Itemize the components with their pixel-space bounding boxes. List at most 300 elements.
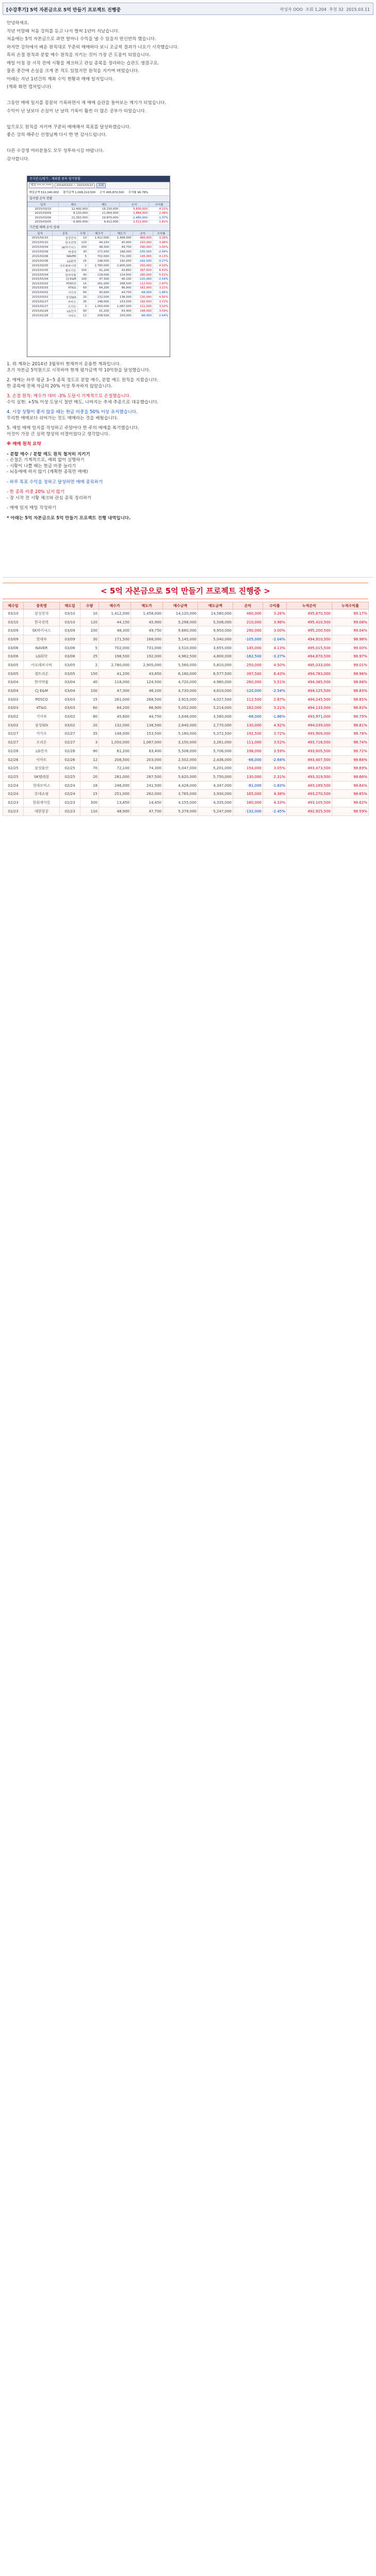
table-cell: 8,120,000 — [58, 211, 89, 216]
table-cell: 2,884,000 — [120, 211, 149, 216]
table-cell: 130,000 — [133, 295, 153, 300]
table-cell: 12 — [77, 314, 88, 318]
table-cell: 493,473,500 — [287, 764, 332, 773]
table-cell: 카카오 — [53, 300, 77, 304]
table-cell: 130,000 — [233, 773, 263, 782]
table-cell: 495,200,500 — [287, 626, 332, 635]
note-line — [7, 501, 368, 505]
table-cell: 14,580,000 — [198, 609, 233, 618]
table-cell: 10 — [77, 236, 88, 241]
intro-line: 처음에는 5억 자본금으로 과연 얼마나 수익을 낼 수 있을지 반신반의 했습니다. — [7, 37, 156, 42]
table-cell: 4,428,000 — [163, 781, 198, 790]
table-cell: 148,000 — [99, 730, 131, 738]
table-cell: 5,040,000 — [198, 635, 233, 644]
post-meta-item: 2015.03.11 — [346, 7, 370, 12]
note-line: - 시황이 나쁠 때는 현금 비중 늘리기 — [7, 463, 76, 469]
table-cell: 98.78% — [332, 730, 369, 738]
table-cell: 98.69% — [332, 764, 369, 773]
table-cell: 2 — [80, 661, 99, 670]
table-cell: 48,300 — [88, 245, 110, 250]
table-cell: 5,372,500 — [198, 730, 233, 738]
table-cell: 148,000 — [88, 300, 110, 304]
table-cell: 171,500 — [88, 250, 110, 255]
table-cell: 5,560,000 — [163, 661, 198, 670]
table-cell: 162,000 — [133, 286, 153, 291]
table-cell: 2015/03/02 — [28, 295, 53, 300]
table-cell: 2015/03/05 — [28, 268, 53, 273]
intro-line: 좋은 강의 해주신 선생님께 다시 한 번 감사드립니다. — [7, 132, 107, 138]
table-cell: 02/24 — [3, 790, 24, 799]
table-cell: 702,000 — [88, 255, 110, 259]
note-line — [7, 476, 368, 480]
table-cell: 20 — [77, 295, 88, 300]
table-cell: 300 — [80, 799, 99, 807]
table-cell: 2,640,000 — [163, 721, 198, 730]
table-cell: 2015/02/27 — [28, 304, 53, 309]
table-cell: 02/23 — [3, 799, 24, 807]
table-cell: 4,347,000 — [198, 781, 233, 790]
table-cell: 6,180,000 — [163, 669, 198, 678]
table-cell: -1,480,000 — [120, 216, 149, 221]
table-cell: -105,000 — [233, 635, 263, 644]
table-cell: 2015/03/02 — [28, 291, 53, 295]
table-cell: 03/03 — [60, 695, 80, 704]
table-cell: 4.21% — [149, 207, 170, 212]
table-cell: 30 — [77, 250, 88, 255]
table-cell: 98.83% — [332, 687, 369, 696]
table-cell: 3.05% — [263, 764, 287, 773]
column-header: 매도일 — [60, 602, 80, 609]
table-cell: 13,850 — [99, 799, 131, 807]
table-row — [28, 291, 170, 295]
table-cell: 84,200 — [88, 286, 110, 291]
table-cell: 495,410,500 — [287, 618, 332, 626]
table-cell: 4.38% — [263, 790, 287, 799]
table-row — [28, 277, 170, 282]
table-cell: 98.96% — [332, 669, 369, 678]
table-cell: 5,247,000 — [198, 807, 233, 816]
table-cell: 43,850 — [131, 669, 163, 678]
table-cell: 124,500 — [131, 678, 163, 687]
table-cell: 5,145,000 — [163, 635, 198, 644]
table-row — [3, 764, 369, 773]
table-cell: SK하이닉스 — [53, 245, 77, 250]
table-cell: 02/25 — [3, 764, 24, 773]
table-cell: 98.68% — [332, 755, 369, 764]
table-cell: -81,000 — [233, 781, 263, 790]
table-cell: 43,850 — [110, 268, 133, 273]
table-cell: 03/10 — [3, 609, 24, 618]
table-cell: 2015/03/10 — [28, 241, 53, 245]
table-cell: 4,610,000 — [198, 687, 233, 696]
table-cell: 5,201,000 — [198, 764, 233, 773]
table-cell: 112,500 — [133, 282, 153, 286]
table-cell: 3.26% — [263, 609, 287, 618]
table-cell: 4,335,000 — [198, 799, 233, 807]
table-cell: 2015/03/03 — [28, 282, 53, 286]
table-cell: 6.43% — [153, 268, 169, 273]
table-cell: 98.85% — [332, 695, 369, 704]
table-cell: 118,000 — [99, 678, 131, 687]
note-line: 1. 위 계좌는 2014년 3월부터 현재까지 운용한 계좌입니다. — [7, 362, 121, 367]
table-cell: 2.87% — [263, 695, 287, 704]
table-cell: 03/04 — [60, 687, 80, 696]
table-cell: 48,900 — [99, 807, 131, 816]
intro-line: 특히 손절 원칙과 분할 매수 원칙을 지키는 것이 가장 큰 도움이 되었습니다. — [7, 53, 151, 58]
table-cell: 3.96% — [153, 241, 169, 245]
table-cell: 5,379,000 — [163, 807, 198, 816]
table-cell: 90 — [77, 309, 88, 314]
table-cell: 145,000 — [233, 643, 263, 652]
table-row — [3, 747, 369, 756]
table-cell: 1,458,000 — [131, 609, 163, 618]
note-line: - 매매 일지 매일 작성하기 — [7, 505, 56, 511]
table-cell: -2.54% — [263, 687, 287, 696]
table-cell: 25 — [80, 652, 99, 661]
table-cell: 203,000 — [110, 314, 133, 318]
table-cell: 98.64% — [332, 781, 369, 790]
table-cell: 192,000 — [110, 259, 133, 263]
table-cell: 494,910,500 — [287, 635, 332, 644]
table-cell: 03/04 — [3, 687, 24, 696]
column-header: 종목 — [53, 231, 77, 236]
table-cell: 2.08% — [149, 211, 170, 216]
table-cell: 192,500 — [233, 730, 263, 738]
column-header: 매도금액 — [198, 602, 233, 609]
post-body — [3, 15, 373, 2576]
table-cell: 10 — [80, 609, 99, 618]
table-cell: 98.65% — [332, 790, 369, 799]
table-cell: 98.81% — [332, 721, 369, 730]
table-cell: 3.52% — [153, 304, 169, 309]
table-cell: 5,180,000 — [163, 730, 198, 738]
table-cell: 02/27 — [60, 738, 80, 747]
table-row — [28, 255, 170, 259]
table-cell: 494,039,000 — [287, 721, 332, 730]
table-cell: 현대차 — [53, 250, 77, 255]
table-cell: 5 — [77, 255, 88, 259]
table-cell: CJ E&M — [24, 687, 60, 696]
trading-notes — [7, 362, 368, 521]
table-cell: 98.98% — [332, 635, 369, 644]
table-cell: 03/10 — [60, 609, 80, 618]
table-cell: 3,765,000 — [163, 790, 198, 799]
table-cell: 03/09 — [60, 626, 80, 635]
daily-pnl-table — [27, 202, 170, 225]
table-cell: 192,500 — [133, 300, 153, 304]
intro-line: 매일 아침 장 시작 전에 시황을 체크하고 관심 종목을 정리하는 습관도 생겼구요. — [7, 60, 159, 66]
table-cell: 4.92% — [153, 295, 169, 300]
post-meta-item: 추천 32 — [329, 7, 344, 12]
table-cell: 145,000 — [133, 255, 153, 259]
table-cell: 삼성전자 — [24, 609, 60, 618]
table-row — [28, 263, 170, 268]
table-cell: 168,000 — [131, 635, 163, 644]
table-cell: 261,000 — [88, 282, 110, 286]
table-cell: 493,716,500 — [287, 738, 332, 747]
table-cell: 3.21% — [153, 286, 169, 291]
table-cell: 03/09 — [3, 626, 24, 635]
table-cell: 260,000 — [133, 273, 153, 277]
table-cell: 198,000 — [233, 747, 263, 756]
table-cell: 2015/03/09 — [28, 250, 53, 255]
table-cell: 493,605,500 — [287, 747, 332, 756]
table-cell: 4.13% — [153, 255, 169, 259]
summary-item: 수익률 96.78% — [128, 191, 149, 194]
table-cell: 260,000 — [233, 678, 263, 687]
table-cell: 112,500 — [233, 695, 263, 704]
table-cell: 492,925,500 — [287, 807, 332, 816]
table-cell: 한국전력 — [53, 241, 77, 245]
table-cell: 493,319,500 — [287, 773, 332, 782]
table-row — [3, 721, 369, 730]
table-cell: 2015/03/06 — [28, 259, 53, 263]
table-cell: 2,436,000 — [198, 755, 233, 764]
table-cell: 2.87% — [153, 282, 169, 286]
table-row — [28, 259, 170, 263]
table-cell: 495,033,000 — [287, 661, 332, 670]
table-cell: 98.72% — [332, 747, 369, 756]
table-cell: 290,000 — [233, 626, 263, 635]
table-cell: 03/06 — [60, 643, 80, 652]
table-cell: -162,500 — [233, 652, 263, 661]
section-divider — [3, 577, 373, 578]
table-cell: 3.00% — [263, 626, 287, 635]
table-cell: 5,810,000 — [198, 661, 233, 670]
table-cell: 261,000 — [99, 695, 131, 704]
summary-item: 매입금액 512,340,000 — [29, 191, 59, 194]
table-cell: 100 — [77, 277, 88, 282]
table-cell: 250,000 — [233, 661, 263, 670]
table-cell: 98.97% — [332, 652, 369, 661]
table-cell: 165,000 — [233, 790, 263, 799]
table-cell: KT&G — [24, 704, 60, 713]
table-cell: 4,155,000 — [163, 799, 198, 807]
table-row — [28, 211, 170, 216]
table-cell: 02/23 — [60, 807, 80, 816]
table-cell: 198,000 — [133, 309, 153, 314]
table-cell: 98.62% — [332, 799, 369, 807]
table-cell: 80 — [77, 291, 88, 295]
table-cell: 168,000 — [110, 250, 133, 255]
table-cell: 98.66% — [332, 773, 369, 782]
table-row — [3, 661, 369, 670]
table-cell: 02/24 — [60, 781, 80, 790]
table-cell: 2015/03/10 — [28, 236, 53, 241]
project-trade-table — [3, 602, 369, 816]
table-cell: 153,500 — [131, 730, 163, 738]
intro-line — [7, 116, 368, 122]
note-line — [7, 448, 368, 452]
table-cell: 기아차 — [24, 713, 60, 721]
summary-item: 손익 495,870,500 — [100, 191, 124, 194]
table-cell: -132,000 — [233, 807, 263, 816]
intro-line — [7, 93, 368, 98]
column-header: 수익률 — [263, 602, 287, 609]
note-line: 이것이 가장 큰 실력 향상의 비결이었다고 생각합니다. — [7, 431, 110, 437]
table-row — [28, 241, 170, 245]
table-cell: 3.21% — [263, 704, 287, 713]
table-cell: 35 — [77, 300, 88, 304]
intro-line: 하지만 강의에서 배운 원칙대로 꾸준히 매매하다 보니 조금씩 결과가 나오기 시작했습니다. — [7, 44, 179, 50]
table-cell: -105,000 — [133, 250, 153, 255]
table-cell: -68,000 — [133, 291, 153, 295]
table-cell: 192,000 — [131, 652, 163, 661]
column-header: 일자 — [28, 202, 59, 207]
table-cell: 5,706,000 — [198, 747, 233, 756]
column-header: 매도가 — [110, 231, 133, 236]
table-cell: LG화학 — [24, 652, 60, 661]
table-cell: 3,930,000 — [198, 790, 233, 799]
table-row — [28, 216, 170, 221]
intro-line — [7, 141, 368, 146]
table-cell: 262,000 — [131, 790, 163, 799]
table-cell: 84,200 — [99, 704, 131, 713]
table-row — [3, 781, 369, 790]
table-cell: 한화케미칼 — [24, 799, 60, 807]
table-cell: -162,500 — [133, 259, 153, 263]
table-cell: 1.81% — [149, 220, 170, 225]
table-cell: 9,412,000 — [89, 220, 119, 225]
table-cell: 493,270,500 — [287, 790, 332, 799]
table-cell: SK텔레콤 — [24, 773, 60, 782]
table-cell: 46,100 — [131, 687, 163, 696]
table-cell: 12 — [80, 755, 99, 764]
table-cell: 460,000 — [233, 609, 263, 618]
period-field: 2014/03/10 ~ 2015/03/10 — [55, 183, 95, 188]
table-cell: 4,962,500 — [163, 652, 198, 661]
table-row — [3, 730, 369, 738]
note-line — [7, 421, 368, 426]
table-row — [28, 304, 170, 309]
table-cell: 99.00% — [332, 643, 369, 652]
note-line — [7, 389, 368, 394]
table-cell: 3.72% — [153, 300, 169, 304]
account-screenshot — [27, 176, 170, 357]
table-cell: 5.51% — [153, 273, 169, 277]
note-line: * 아래는 5억 자본금으로 5억 만들기 프로젝트 진행 내역입니다. — [7, 515, 131, 521]
table-cell: 2015/03/04 — [28, 277, 53, 282]
post-meta-item: 작성자 OOO — [280, 7, 303, 12]
table-cell: LG전자 — [24, 747, 60, 756]
table-cell: 251,000 — [99, 790, 131, 799]
table-cell: 118,000 — [88, 273, 110, 277]
table-cell: 200 — [77, 245, 88, 250]
table-cell: 02/24 — [3, 781, 24, 790]
table-cell: 2015/03/09 — [28, 211, 59, 216]
table-cell: POSCO — [24, 695, 60, 704]
table-cell: 138,500 — [110, 295, 133, 300]
table-cell: 4,980,000 — [198, 678, 233, 687]
table-cell: 02/23 — [60, 799, 80, 807]
table-cell: 138,500 — [131, 721, 163, 730]
column-header: 일자 — [28, 231, 53, 236]
table-cell: 99.08% — [332, 618, 369, 626]
table-cell: 35 — [80, 730, 99, 738]
table-cell: 4,720,000 — [163, 678, 198, 687]
table-cell: 111,000 — [133, 304, 153, 309]
table-cell: 731,000 — [110, 255, 133, 259]
table-cell: 삼성SDI — [53, 295, 77, 300]
column-header: 매수금액 — [163, 602, 198, 609]
table-cell: 44,750 — [110, 291, 133, 295]
account-summary — [27, 189, 170, 196]
table-cell: 5,620,000 — [163, 773, 198, 782]
detail-pnl-header: 기간별 매매 손익 상세 — [27, 225, 170, 231]
column-header: 매수일 — [3, 602, 24, 609]
table-row — [3, 799, 369, 807]
table-cell: 20 — [80, 721, 99, 730]
table-cell: 삼성전자 — [53, 236, 77, 241]
table-cell: 1,412,000 — [99, 609, 131, 618]
table-row — [28, 314, 170, 318]
table-cell: 4.50% — [153, 263, 169, 268]
table-row — [3, 687, 369, 696]
table-cell: 이마트 — [53, 314, 77, 318]
table-cell: 208,500 — [99, 755, 131, 764]
post-meta — [277, 7, 370, 12]
table-cell: 03/02 — [60, 713, 80, 721]
table-cell: 19,870,000 — [89, 216, 119, 221]
table-cell: 4,800,000 — [198, 652, 233, 661]
intro-line: (계좌 화면 캡처입니다) — [7, 84, 51, 90]
table-cell: 124,500 — [110, 273, 133, 277]
column-header: 수익률 — [153, 231, 169, 236]
table-cell: 03/04 — [3, 678, 24, 687]
table-cell: 03/05 — [60, 661, 80, 670]
table-cell: 아모레퍼시픽 — [24, 661, 60, 670]
table-cell: 6,900,000 — [58, 220, 89, 225]
table-row — [3, 807, 369, 816]
note-line: - 분할 매수 / 분할 매도 원칙 철저히 지키기 — [7, 451, 90, 457]
table-cell: 현대모비스 — [24, 781, 60, 790]
table-cell: 90 — [80, 747, 99, 756]
table-cell: -68,000 — [233, 713, 263, 721]
table-cell: -2.45% — [263, 807, 287, 816]
intro-line: 아래는 지난 1년간의 계좌 수익 현황과 매매 일지입니다. — [7, 76, 114, 82]
table-cell: 132,000 — [88, 295, 110, 300]
table-cell: 2015/03/10 — [28, 207, 59, 212]
table-cell: 현대차 — [24, 635, 60, 644]
table-cell: 2015/02/26 — [28, 314, 53, 318]
table-row — [3, 790, 369, 799]
table-cell: 2,780,000 — [88, 263, 110, 268]
table-cell: 5,298,000 — [163, 618, 198, 626]
intro-line: 작년 이맘때 처음 강의를 듣고 나서 벌써 1년이 지났습니다. — [7, 28, 120, 34]
table-cell: 03/02 — [3, 721, 24, 730]
column-header: 매수 — [58, 202, 89, 207]
summary-item: 평가금액 1,008,210,500 — [63, 191, 96, 194]
table-cell: 171,500 — [99, 635, 131, 644]
table-cell: SK하이닉스 — [24, 626, 60, 635]
table-cell: 대한항공 — [24, 807, 60, 816]
table-cell: 3,915,000 — [163, 695, 198, 704]
table-row — [3, 738, 369, 747]
table-cell: 02/26 — [60, 755, 80, 764]
query-bar — [27, 182, 170, 189]
column-header: 매수가 — [99, 602, 131, 609]
table-cell: 98.83% — [332, 704, 369, 713]
table-cell: 4,027,500 — [198, 695, 233, 704]
column-header: 매도 — [89, 202, 119, 207]
table-row — [3, 635, 369, 644]
table-cell: -1.07% — [149, 216, 170, 221]
table-cell: 1,087,000 — [110, 304, 133, 309]
table-cell: 100 — [80, 687, 99, 696]
table-cell: 5,214,000 — [198, 704, 233, 713]
table-cell: -2.04% — [153, 250, 169, 255]
table-cell: 120 — [77, 241, 88, 245]
